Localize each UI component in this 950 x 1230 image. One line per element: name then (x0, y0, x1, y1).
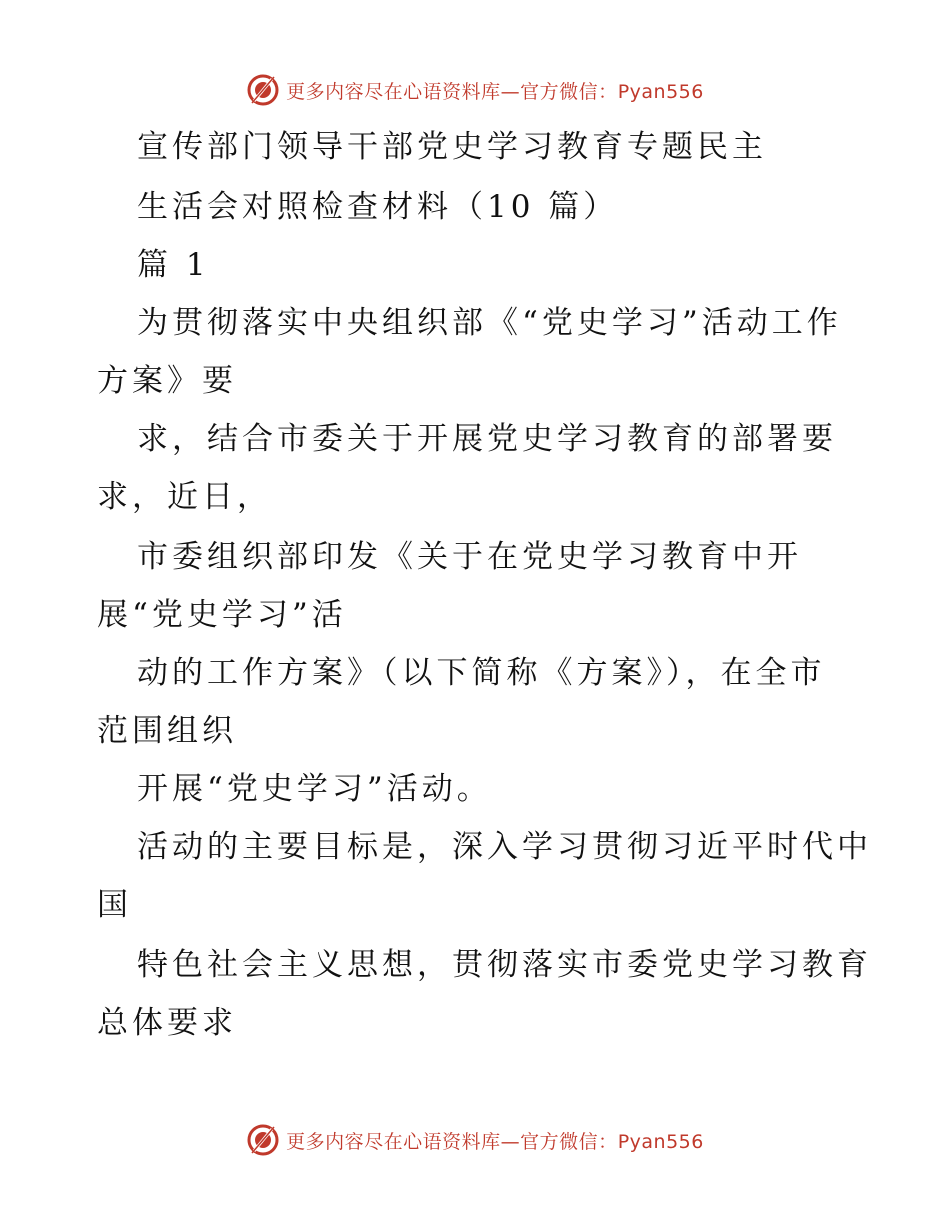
doc-paragraph-line: 市委组织部印发《关于在党史学习教育中开 (137, 539, 802, 575)
banner-site-name: 更多内容尽在心语资料库 (286, 1130, 501, 1153)
doc-paragraph-line: 求，结合市委关于开展党史学习教育的部署要 (137, 421, 837, 457)
doc-title-line-1: 宣传部门领导干部党史学习教育专题民主 (137, 129, 767, 165)
banner-wechat-label: 官方微信： (520, 1130, 618, 1153)
banner-wechat-id: Pyan556 (617, 1130, 704, 1153)
doc-paragraph-line: 开展“党史学习”活动。 (137, 771, 492, 807)
footer-banner (0, 1120, 950, 1160)
doc-paragraph-line: 为贯彻落实中央组织部《“党史学习”活动工作 (137, 305, 842, 341)
banner-separator: — (500, 1130, 521, 1153)
banner-wechat-label: 官方微信： (520, 80, 618, 103)
doc-title-line-2: 生活会对照检查材料（10 篇） (137, 189, 619, 225)
doc-paragraph-line: 展“党史学习”活 (97, 597, 347, 633)
doc-paragraph-line: 方案》要 (97, 363, 237, 399)
banner-wechat-id: Pyan556 (617, 80, 704, 103)
doc-paragraph-line: 国 (97, 887, 132, 923)
doc-paragraph-line: 总体要求 (97, 1005, 237, 1041)
banner-text (286, 1127, 704, 1154)
seal-logo-icon (246, 1123, 280, 1157)
banner-separator: — (500, 80, 521, 103)
banner-site-name: 更多内容尽在心语资料库 (286, 80, 501, 103)
doc-paragraph-line: 范围组织 (97, 713, 237, 749)
doc-section-heading: 篇 1 (137, 247, 210, 283)
doc-paragraph-line: 活动的主要目标是，深入学习贯彻习近平时代中 (137, 829, 872, 865)
doc-paragraph-line: 特色社会主义思想，贯彻落实市委党史学习教育 (137, 947, 872, 983)
doc-paragraph-line: 动的工作方案》（以下简称《方案》），在全市 (137, 655, 826, 691)
doc-paragraph-line: 求，近日， (97, 479, 272, 515)
